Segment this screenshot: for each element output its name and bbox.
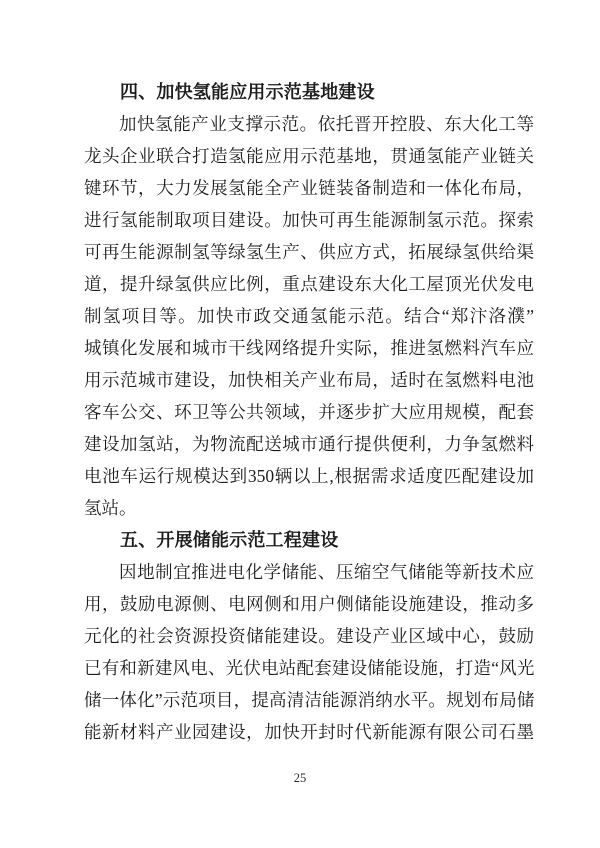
paragraph-line: 建设加氢站，为物流配送城市通行提供便利，力争氢燃料 xyxy=(84,434,534,454)
paragraph-line: 可再生能源制氢等绿氢生产、供应方式，拓展绿氢供给渠 xyxy=(84,242,534,262)
paragraph-line: 制氢项目等。加快市政交通氢能示范。结合“郑汴洛濮” xyxy=(84,306,534,326)
paragraph-line: 用示范城市建设，加快相关产业布局，适时在氢燃料电池 xyxy=(84,370,534,390)
paragraph-line: 能新材料产业园建设，加快开封时代新能源有限公司石墨 xyxy=(84,722,534,742)
paragraph-line: 客车公交、环卫等公共领域，并逐步扩大应用规模，配套 xyxy=(84,402,534,422)
paragraph-line: 键环节，大力发展氢能全产业链装备制造和一体化布局， xyxy=(84,178,534,198)
paragraph-line: 已有和新建风电、光伏电站配套建设储能设施，打造“风光 xyxy=(84,658,534,678)
page-number: 25 xyxy=(293,771,307,785)
paragraph-line: 城镇化发展和城市干线网络提升实际，推进氢燃料汽车应 xyxy=(84,338,534,358)
paragraph-line: 电池车运行规模达到350辆以上,根据需求适度匹配建设加 xyxy=(84,466,534,486)
paragraph-line: 储一体化”示范项目，提高清洁能源消纳水平。规划布局储 xyxy=(84,690,534,710)
paragraph-line: 进行氢能制取项目建设。加快可再生能源制氢示范。探索 xyxy=(84,210,534,230)
paragraph-line: 因地制宜推进电化学储能、压缩空气储能等新技术应 xyxy=(119,562,534,582)
paragraph-line: 龙头企业联合打造氢能应用示范基地，贯通氢能产业链关 xyxy=(84,146,534,166)
paragraph-line: 元化的社会资源投资储能建设。建设产业区域中心，鼓励 xyxy=(84,626,534,646)
document-content xyxy=(84,76,534,748)
paragraph-line: 用，鼓励电源侧、电网侧和用户侧储能设施建设，推动多 xyxy=(84,594,534,614)
paragraph-line: 道，提升绿氢供应比例，重点建设东大化工屋顶光伏发电 xyxy=(84,274,534,294)
section-4-heading: 四、加快氢能应用示范基地建设 xyxy=(120,82,375,102)
paragraph-line: 加快氢能产业支撑示范。依托晋开控股、东大化工等 xyxy=(119,114,534,134)
paragraph-last-line: 氢站。 xyxy=(84,498,137,518)
section-5-heading: 五、开展储能示范工程建设 xyxy=(120,530,339,550)
